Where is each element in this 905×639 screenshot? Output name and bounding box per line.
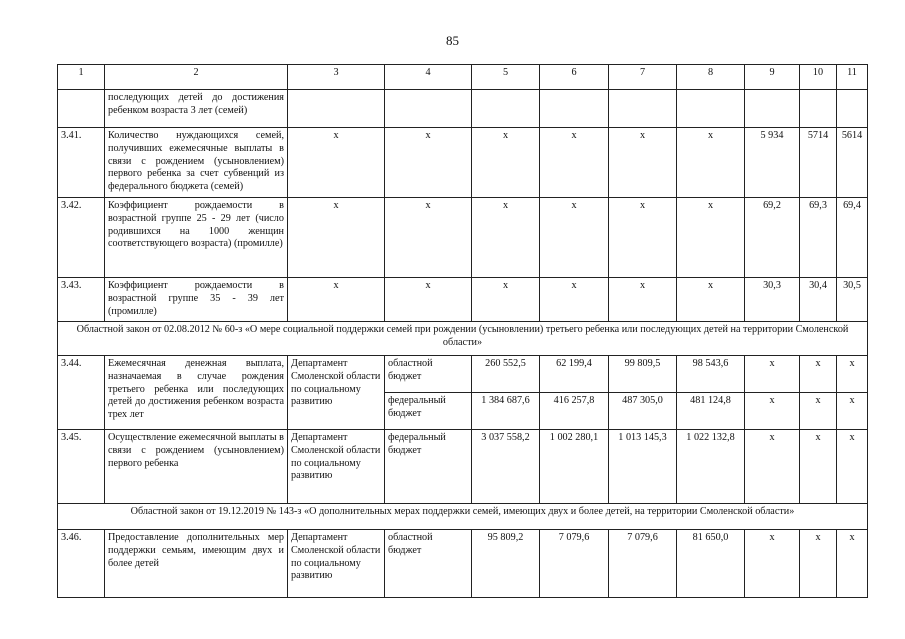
cell: 1 022 132,8	[677, 430, 745, 504]
row-number: 3.45.	[58, 430, 105, 504]
cell: х	[472, 198, 540, 278]
row-number: 3.44.	[58, 356, 105, 430]
cell: х	[837, 356, 868, 393]
cell: 62 199,4	[540, 356, 609, 393]
cell: 81 650,0	[677, 530, 745, 598]
cell: х	[745, 430, 800, 504]
cell: х	[677, 198, 745, 278]
cell: х	[800, 356, 837, 393]
cell: 69,3	[800, 198, 837, 278]
funding-source: областной бюджет	[385, 530, 472, 598]
cell: х	[745, 530, 800, 598]
cell: 30,4	[800, 278, 837, 322]
cell: х	[472, 278, 540, 322]
cell: 7 079,6	[609, 530, 677, 598]
header-col-6: 6	[540, 65, 609, 90]
row-text: последующих детей до достижения ребенком возраста 3 лет (семей)	[105, 90, 288, 128]
table-row	[58, 198, 868, 278]
cell: 30,5	[837, 278, 868, 322]
cell: х	[385, 278, 472, 322]
row-number: 3.42.	[58, 198, 105, 278]
table-row	[58, 128, 868, 198]
table-row	[58, 90, 868, 128]
funding-source: областной бюджет	[385, 356, 472, 393]
cell: х	[800, 393, 837, 430]
header-row	[58, 65, 868, 90]
table-row	[58, 356, 868, 393]
funding-source: федеральный бюджет	[385, 393, 472, 430]
cell: х	[745, 356, 800, 393]
cell: 7 079,6	[540, 530, 609, 598]
cell: х	[288, 128, 385, 198]
cell: х	[800, 530, 837, 598]
cell: х	[385, 198, 472, 278]
cell: х	[609, 128, 677, 198]
department: Департамент Смоленской области по социальному развитию	[288, 430, 385, 504]
cell: 99 809,5	[609, 356, 677, 393]
law-heading-row	[58, 504, 868, 530]
cell: 5614	[837, 128, 868, 198]
cell: 3 037 558,2	[472, 430, 540, 504]
cell: х	[288, 278, 385, 322]
header-col-11: 11	[837, 65, 868, 90]
cell: 260 552,5	[472, 356, 540, 393]
cell: х	[800, 430, 837, 504]
table-row	[58, 430, 868, 504]
cell: х	[837, 393, 868, 430]
cell: 1 013 145,3	[609, 430, 677, 504]
cell: х	[677, 278, 745, 322]
cell: х	[837, 430, 868, 504]
cell: х	[472, 128, 540, 198]
row-text: Осуществление ежемесячной выплаты в связи с рождением (усыновлением) первого ребенка	[105, 430, 288, 504]
header-col-8: 8	[677, 65, 745, 90]
header-col-10: 10	[800, 65, 837, 90]
header-col-7: 7	[609, 65, 677, 90]
table-row	[58, 530, 868, 598]
cell: х	[609, 198, 677, 278]
cell: х	[540, 198, 609, 278]
cell: 69,4	[837, 198, 868, 278]
cell: х	[540, 278, 609, 322]
page-number: 85	[446, 33, 459, 48]
row-number: 3.41.	[58, 128, 105, 198]
cell: 98 543,6	[677, 356, 745, 393]
funding-source: федеральный бюджет	[385, 430, 472, 504]
header-col-3: 3	[288, 65, 385, 90]
row-number: 3.43.	[58, 278, 105, 322]
row-text: Ежемесячная денежная выплата, назначаемая в случае рождения третьего ребенка или последующих детей до достижения ребенком возраста трех лет	[105, 356, 288, 430]
row-text: Предоставление дополнительных мер поддержки семьям, имеющим двух и более детей	[105, 530, 288, 598]
row-number: 3.46.	[58, 530, 105, 598]
cell: х	[609, 278, 677, 322]
row-text: Коэффициент рождаемости в возрастной группе 25 - 29 лет (число родившихся на 1000 женщин соответствующего возраста) (промилле)	[105, 198, 288, 278]
law-heading: Областной закон от 02.08.2012 № 60-з «О мере социальной поддержки семей при рождении (усыновлении) третьего ребенка или последующих детей на территории Смоленской области»	[58, 322, 868, 356]
cell: 1 002 280,1	[540, 430, 609, 504]
header-col-1: 1	[58, 65, 105, 90]
row-text: Коэффициент рождаемости в возрастной группе 35 - 39 лет (промилле)	[105, 278, 288, 322]
cell: 487 305,0	[609, 393, 677, 430]
cell: х	[837, 530, 868, 598]
cell: х	[385, 128, 472, 198]
law-heading: Областной закон от 19.12.2019 № 143-з «О дополнительных мерах поддержки семей, имеющих двух и более детей, на территории Смоленской области»	[58, 504, 868, 530]
header-col-4: 4	[385, 65, 472, 90]
cell: 95 809,2	[472, 530, 540, 598]
cell: х	[288, 198, 385, 278]
cell: 69,2	[745, 198, 800, 278]
cell: 30,3	[745, 278, 800, 322]
cell: х	[677, 128, 745, 198]
cell: 5714	[800, 128, 837, 198]
cell: 481 124,8	[677, 393, 745, 430]
department: Департамент Смоленской области по социальному развитию	[288, 530, 385, 598]
header-col-9: 9	[745, 65, 800, 90]
cell: х	[745, 393, 800, 430]
cell: 5 934	[745, 128, 800, 198]
header-col-5: 5	[472, 65, 540, 90]
row-text: Количество нуждающихся семей, получивших ежемесячные выплаты в связи с рождением (усыновлением) первого ребенка за счет субвенций из федерального бюджета (семей)	[105, 128, 288, 198]
table-row	[58, 278, 868, 322]
law-heading-row	[58, 322, 868, 356]
department: Департамент Смоленской области по социальному развитию	[288, 356, 385, 430]
cell: 416 257,8	[540, 393, 609, 430]
program-table	[57, 64, 868, 598]
header-col-2: 2	[105, 65, 288, 90]
cell: 1 384 687,6	[472, 393, 540, 430]
cell: х	[540, 128, 609, 198]
